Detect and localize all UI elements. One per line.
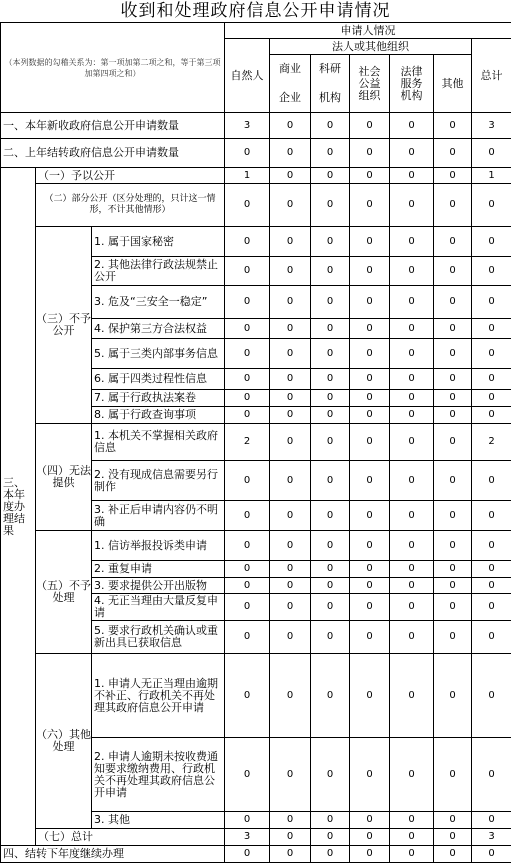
value-cell-other: 0 (433, 138, 472, 168)
value-cell-natural-person: 0 (224, 577, 270, 594)
value-cell-research: 0 (310, 845, 350, 863)
header-research-line: 科研 (319, 62, 341, 76)
value-cell-other: 0 (433, 183, 472, 227)
value-cell-commercial: 0 (269, 183, 311, 227)
value-cell-natural-person: 3 (224, 828, 270, 846)
row-label-disclosed: （一）予以公开 (35, 167, 225, 184)
value-cell-natural-person: 0 (224, 256, 270, 286)
sub-row-label: 2. 申请人逾期未按收费通知要求缴纳费用、行政机关不再处理其政府信息公开申请 (91, 737, 225, 812)
header-legal-entity: 法人或其他组织 (269, 38, 472, 55)
value-cell-legal-service: 0 (389, 845, 434, 863)
header-commercial-line: 商业 (279, 62, 301, 76)
sub-row-label: 1. 信访举报投诉类申请 (91, 530, 225, 561)
value-cell-total: 0 (471, 500, 511, 531)
value-cell-commercial: 0 (269, 256, 311, 286)
value-cell-public-welfare: 0 (349, 500, 390, 531)
value-cell-total: 0 (471, 226, 511, 257)
value-cell-other: 0 (433, 560, 472, 578)
value-cell-commercial: 0 (269, 406, 311, 424)
value-cell-legal-service: 0 (389, 500, 434, 531)
value-cell-legal-service: 0 (389, 423, 434, 461)
value-cell-total: 0 (471, 389, 511, 407)
value-cell-research: 0 (310, 653, 350, 738)
value-cell-public-welfare: 0 (349, 737, 390, 812)
value-cell-other: 0 (433, 318, 472, 339)
value-cell-research: 0 (310, 389, 350, 407)
value-cell-research: 0 (310, 423, 350, 461)
value-cell-other: 0 (433, 338, 472, 369)
value-cell-legal-service: 0 (389, 183, 434, 227)
value-cell-public-welfare: 0 (349, 530, 390, 561)
value-cell-total: 0 (471, 560, 511, 578)
value-cell-research: 0 (310, 226, 350, 257)
value-cell-total: 0 (471, 593, 511, 621)
value-cell-public-welfare: 0 (349, 256, 390, 286)
header-commercial-line: 企业 (279, 90, 301, 104)
value-cell-other: 0 (433, 530, 472, 561)
value-cell-public-welfare: 0 (349, 285, 390, 319)
value-cell-other: 0 (433, 112, 472, 139)
sub-row-label: 3. 要求提供公开出版物 (91, 577, 225, 594)
value-cell-natural-person: 3 (224, 112, 270, 139)
value-cell-natural-person: 0 (224, 226, 270, 257)
value-cell-total: 2 (471, 423, 511, 461)
value-cell-natural-person: 0 (224, 811, 270, 829)
value-cell-total: 0 (471, 530, 511, 561)
value-cell-commercial: 0 (269, 226, 311, 257)
value-cell-total: 0 (471, 811, 511, 829)
value-cell-other: 0 (433, 577, 472, 594)
value-cell-commercial: 0 (269, 560, 311, 578)
header-legal-service: 法律服务机构 (389, 54, 434, 113)
value-cell-total: 1 (471, 167, 511, 184)
value-cell-natural-person: 1 (224, 167, 270, 184)
value-cell-legal-service: 0 (389, 112, 434, 139)
page-title: 收到和处理政府信息公开申请情况 (120, 1, 391, 21)
value-cell-public-welfare: 0 (349, 368, 390, 390)
value-cell-natural-person: 0 (224, 138, 270, 168)
value-cell-legal-service: 0 (389, 256, 434, 286)
value-cell-research: 0 (310, 530, 350, 561)
value-cell-total: 0 (471, 285, 511, 319)
value-cell-research: 0 (310, 737, 350, 812)
value-cell-natural-person: 0 (224, 593, 270, 621)
section-label-processing-results: 三、本年度办理结果 (0, 167, 36, 846)
value-cell-other: 0 (433, 500, 472, 531)
value-cell-natural-person: 2 (224, 423, 270, 461)
value-cell-commercial: 0 (269, 285, 311, 319)
sub-row-label: 3. 补正后申请内容仍不明确 (91, 500, 225, 531)
value-cell-public-welfare: 0 (349, 653, 390, 738)
value-cell-public-welfare: 0 (349, 593, 390, 621)
value-cell-commercial: 0 (269, 530, 311, 561)
value-cell-natural-person: 0 (224, 620, 270, 654)
sub-row-label: 6. 属于四类过程性信息 (91, 368, 225, 390)
value-cell-total: 0 (471, 338, 511, 369)
value-cell-public-welfare: 0 (349, 460, 390, 501)
header-note: （本列数据的勾稽关系为：第一项加第二项之和，等于第三项加第四项之和） (0, 22, 225, 113)
value-cell-research: 0 (310, 318, 350, 339)
header-research-line: 机构 (319, 90, 341, 104)
sub-row-label: 7. 属于行政执法案卷 (91, 389, 225, 407)
value-cell-research: 0 (310, 285, 350, 319)
value-cell-public-welfare: 0 (349, 183, 390, 227)
value-cell-legal-service: 0 (389, 737, 434, 812)
value-cell-total: 0 (471, 620, 511, 654)
value-cell-research: 0 (310, 620, 350, 654)
value-cell-legal-service: 0 (389, 318, 434, 339)
row-label-partially-disclosed: （二）部分公开（区分处理的，只计这一情形，不计其他情形） (35, 183, 225, 227)
value-cell-commercial: 0 (269, 138, 311, 168)
header-commercial (269, 54, 311, 113)
header-public-welfare: 社会公益组织 (349, 54, 390, 113)
row-label-carry-forward: 四、结转下年度继续办理 (0, 845, 225, 863)
value-cell-public-welfare: 0 (349, 138, 390, 168)
value-cell-other: 0 (433, 226, 472, 257)
value-cell-public-welfare: 0 (349, 811, 390, 829)
header-other: 其他 (433, 54, 472, 113)
value-cell-research: 0 (310, 256, 350, 286)
value-cell-legal-service: 0 (389, 138, 434, 168)
value-cell-natural-person: 0 (224, 368, 270, 390)
value-cell-other: 0 (433, 737, 472, 812)
sub-row-label: 5. 要求行政机关确认或重新出具已获取信息 (91, 620, 225, 654)
value-cell-natural-person: 0 (224, 406, 270, 424)
value-cell-commercial: 0 (269, 811, 311, 829)
value-cell-legal-service: 0 (389, 811, 434, 829)
row-label-new-applications: 一、本年新收政府信息公开申请数量 (0, 112, 225, 139)
value-cell-commercial: 0 (269, 368, 311, 390)
sub-row-label: 2. 没有现成信息需要另行制作 (91, 460, 225, 501)
value-cell-research: 0 (310, 811, 350, 829)
value-cell-natural-person: 0 (224, 285, 270, 319)
value-cell-commercial: 0 (269, 167, 311, 184)
value-cell-research: 0 (310, 577, 350, 594)
value-cell-public-welfare: 0 (349, 828, 390, 846)
value-cell-legal-service: 0 (389, 593, 434, 621)
value-cell-other: 0 (433, 406, 472, 424)
sub-row-label: 1. 申请人无正当理由逾期不补正、行政机关不再处理其政府信息公开申请 (91, 653, 225, 738)
value-cell-commercial: 0 (269, 318, 311, 339)
value-cell-commercial: 0 (269, 737, 311, 812)
value-cell-research: 0 (310, 138, 350, 168)
value-cell-other: 0 (433, 423, 472, 461)
value-cell-public-welfare: 0 (349, 226, 390, 257)
value-cell-other: 0 (433, 593, 472, 621)
value-cell-legal-service: 0 (389, 389, 434, 407)
value-cell-legal-service: 0 (389, 460, 434, 501)
value-cell-commercial: 0 (269, 653, 311, 738)
value-cell-legal-service: 0 (389, 653, 434, 738)
row-label-carried-over: 二、上年结转政府信息公开申请数量 (0, 138, 225, 168)
value-cell-commercial: 0 (269, 620, 311, 654)
value-cell-other: 0 (433, 256, 472, 286)
value-cell-natural-person: 0 (224, 389, 270, 407)
value-cell-other: 0 (433, 653, 472, 738)
sub-row-label: 4. 无正当理由大量反复申请 (91, 593, 225, 621)
value-cell-public-welfare: 0 (349, 560, 390, 578)
sub-row-label: 3. 其他 (91, 811, 225, 829)
value-cell-natural-person: 0 (224, 845, 270, 863)
value-cell-legal-service: 0 (389, 167, 434, 184)
value-cell-legal-service: 0 (389, 828, 434, 846)
value-cell-research: 0 (310, 112, 350, 139)
value-cell-commercial: 0 (269, 577, 311, 594)
value-cell-other: 0 (433, 845, 472, 863)
sub-row-label: 2. 其他法律行政法规禁止公开 (91, 256, 225, 286)
sub-row-label: 8. 属于行政查询事项 (91, 406, 225, 424)
value-cell-natural-person: 0 (224, 560, 270, 578)
value-cell-total: 0 (471, 256, 511, 286)
value-cell-public-welfare: 0 (349, 338, 390, 369)
value-cell-natural-person: 0 (224, 653, 270, 738)
value-cell-total: 0 (471, 460, 511, 501)
value-cell-natural-person: 0 (224, 530, 270, 561)
value-cell-total: 0 (471, 368, 511, 390)
header-total: 总计 (471, 38, 511, 113)
value-cell-public-welfare: 0 (349, 620, 390, 654)
value-cell-research: 0 (310, 406, 350, 424)
value-cell-total: 0 (471, 318, 511, 339)
value-cell-natural-person: 0 (224, 318, 270, 339)
value-cell-other: 0 (433, 620, 472, 654)
value-cell-research: 0 (310, 500, 350, 531)
value-cell-total: 0 (471, 845, 511, 863)
value-cell-total: 0 (471, 406, 511, 424)
sub-row-label: 5. 属于三类内部事务信息 (91, 338, 225, 369)
value-cell-total: 0 (471, 737, 511, 812)
value-cell-commercial: 0 (269, 500, 311, 531)
header-natural-person: 自然人 (224, 38, 270, 113)
value-cell-natural-person: 0 (224, 183, 270, 227)
value-cell-public-welfare: 0 (349, 406, 390, 424)
value-cell-public-welfare: 0 (349, 318, 390, 339)
value-cell-natural-person: 0 (224, 460, 270, 501)
value-cell-other: 0 (433, 167, 472, 184)
value-cell-research: 0 (310, 167, 350, 184)
value-cell-natural-person: 0 (224, 737, 270, 812)
value-cell-legal-service: 0 (389, 620, 434, 654)
value-cell-other: 0 (433, 811, 472, 829)
value-cell-research: 0 (310, 593, 350, 621)
value-cell-total: 0 (471, 183, 511, 227)
value-cell-public-welfare: 0 (349, 423, 390, 461)
group-label-not-disclosed: （三）不予公开 (35, 226, 92, 424)
value-cell-natural-person: 0 (224, 500, 270, 531)
value-cell-research: 0 (310, 183, 350, 227)
value-cell-public-welfare: 0 (349, 167, 390, 184)
value-cell-commercial: 0 (269, 593, 311, 621)
value-cell-commercial: 0 (269, 338, 311, 369)
sub-row-label: 1. 属于国家秘密 (91, 226, 225, 257)
sub-row-label: 4. 保护第三方合法权益 (91, 318, 225, 339)
value-cell-public-welfare: 0 (349, 845, 390, 863)
value-cell-public-welfare: 0 (349, 577, 390, 594)
value-cell-total: 3 (471, 112, 511, 139)
value-cell-legal-service: 0 (389, 560, 434, 578)
value-cell-commercial: 0 (269, 389, 311, 407)
value-cell-commercial: 0 (269, 423, 311, 461)
value-cell-other: 0 (433, 389, 472, 407)
sub-row-label: 1. 本机关不掌握相关政府信息 (91, 423, 225, 461)
value-cell-commercial: 0 (269, 460, 311, 501)
value-cell-total: 0 (471, 138, 511, 168)
value-cell-commercial: 0 (269, 112, 311, 139)
group-label-unable-to-provide: （四）无法提供 (35, 423, 92, 531)
value-cell-legal-service: 0 (389, 226, 434, 257)
value-cell-research: 0 (310, 828, 350, 846)
value-cell-other: 0 (433, 828, 472, 846)
value-cell-research: 0 (310, 368, 350, 390)
value-cell-legal-service: 0 (389, 530, 434, 561)
value-cell-total: 3 (471, 828, 511, 846)
value-cell-total: 0 (471, 653, 511, 738)
value-cell-commercial: 0 (269, 828, 311, 846)
group-label-other-handling: （六）其他处理 (35, 653, 92, 829)
value-cell-public-welfare: 0 (349, 112, 390, 139)
value-cell-legal-service: 0 (389, 338, 434, 369)
value-cell-commercial: 0 (269, 845, 311, 863)
group-label-not-processed: （五）不予处理 (35, 530, 92, 654)
value-cell-research: 0 (310, 560, 350, 578)
value-cell-legal-service: 0 (389, 285, 434, 319)
header-research (310, 54, 350, 113)
header-applicant: 申请人情况 (224, 22, 511, 39)
sub-row-label: 3. 危及“三安全一稳定” (91, 285, 225, 319)
value-cell-research: 0 (310, 460, 350, 501)
row-label-subtotal: （七）总计 (35, 828, 225, 846)
value-cell-other: 0 (433, 285, 472, 319)
value-cell-legal-service: 0 (389, 577, 434, 594)
value-cell-legal-service: 0 (389, 406, 434, 424)
value-cell-other: 0 (433, 368, 472, 390)
value-cell-natural-person: 0 (224, 338, 270, 369)
value-cell-total: 0 (471, 577, 511, 594)
value-cell-public-welfare: 0 (349, 389, 390, 407)
value-cell-research: 0 (310, 338, 350, 369)
value-cell-other: 0 (433, 460, 472, 501)
value-cell-legal-service: 0 (389, 368, 434, 390)
sub-row-label: 2. 重复申请 (91, 560, 225, 578)
